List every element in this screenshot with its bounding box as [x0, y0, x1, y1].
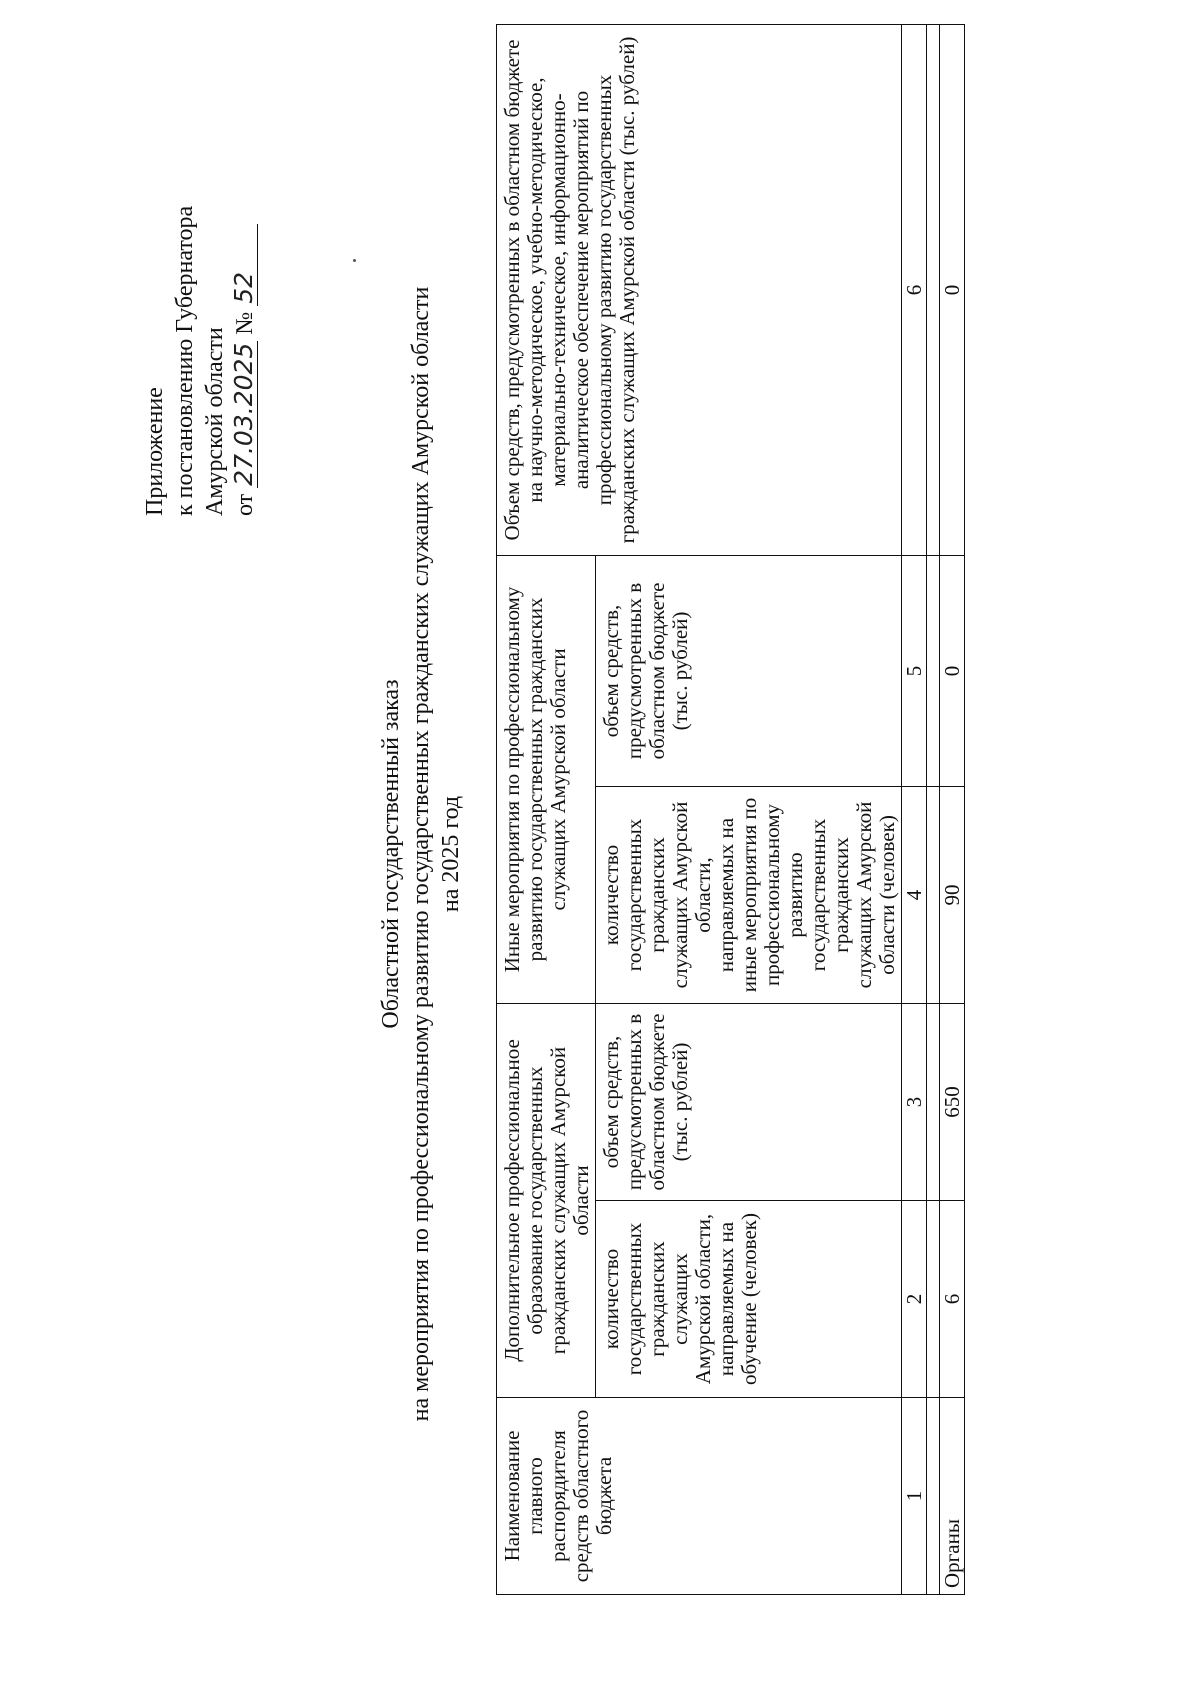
- header-col-4: количество государственных гражданских служащих Амурской области, направляемых на иные мероприятия по профессиональному развитию государственных гражданских служащих Амурской области (человек): [596, 786, 902, 1003]
- header-col-5: объем средств, предусмотренных в областном бюджете (тыс. рублей): [596, 555, 902, 786]
- blank-cell: [927, 1201, 940, 1398]
- date-prefix: от: [232, 493, 258, 516]
- column-number: 4: [902, 786, 927, 1003]
- blank-cell: [927, 555, 940, 786]
- table-row: [940, 24, 965, 1594]
- appendix-reference: к постановлению Губернатора: [172, 205, 198, 516]
- title-line-1: Областной государственный заказ: [378, 679, 404, 1029]
- handwritten-number: 52: [231, 224, 258, 306]
- column-number-row: [902, 24, 927, 1594]
- column-number: 3: [902, 1003, 927, 1200]
- row-name: Органы: [940, 1398, 965, 1595]
- appendix-region: Амурской области: [202, 327, 228, 516]
- column-number: 6: [902, 24, 927, 555]
- row-value-3: 650: [940, 1003, 965, 1200]
- row-value-6: 0: [940, 24, 965, 555]
- row-value-2: 6: [940, 1201, 965, 1398]
- appendix-date-line: [230, 206, 260, 516]
- column-number: 5: [902, 555, 927, 786]
- number-prefix: №: [232, 311, 258, 335]
- order-table: [496, 24, 965, 1595]
- blank-cell: [927, 786, 940, 1003]
- header-col-3: объем средств, предусмотренных в областном бюджете (тыс. рублей): [596, 1003, 902, 1200]
- header-group-education: Дополнительное профессиональное образование государственных гражданских служащих Амурской области: [497, 1003, 596, 1397]
- header-col-6: Объем средств, предусмотренных в областном бюджете на научно-методическое, учебно-методическое, материально-техническое, информационно-аналитическое обеспечение мероприятий по профессиональному развитию государственных гражданских служащих Амурской области (тыс. рублей): [497, 24, 902, 555]
- row-value-5: 0: [940, 555, 965, 786]
- scan-speck: [353, 259, 356, 262]
- row-value-4: 90: [940, 786, 965, 1003]
- column-number: 1: [902, 1398, 927, 1595]
- header-row-1: [497, 24, 596, 1594]
- appendix-block: [140, 206, 260, 516]
- title-line-3: на 2025 год: [438, 795, 464, 913]
- title-line-2: на мероприятия по профессиональному развитию государственных гражданских служащих Амурской области: [408, 286, 434, 1422]
- blank-cell: [927, 24, 940, 555]
- blank-row: [927, 24, 940, 1594]
- blank-cell: [927, 1398, 940, 1595]
- document-title: [376, 0, 466, 1708]
- header-group-other-events: Иные мероприятия по профессиональному развитию государственных гражданских служащих Амурской области: [497, 555, 596, 1003]
- handwritten-date: 27.03.2025: [229, 342, 258, 486]
- header-col-1: Наименование главного распорядителя средств областного бюджета: [497, 1398, 902, 1595]
- blank-cell: [927, 1003, 940, 1200]
- appendix-title: Приложение: [142, 387, 168, 516]
- header-col-2: количество государственных гражданских служащих Амурской области, направляемых на обучение (человек): [596, 1201, 902, 1398]
- column-number: 2: [902, 1201, 927, 1398]
